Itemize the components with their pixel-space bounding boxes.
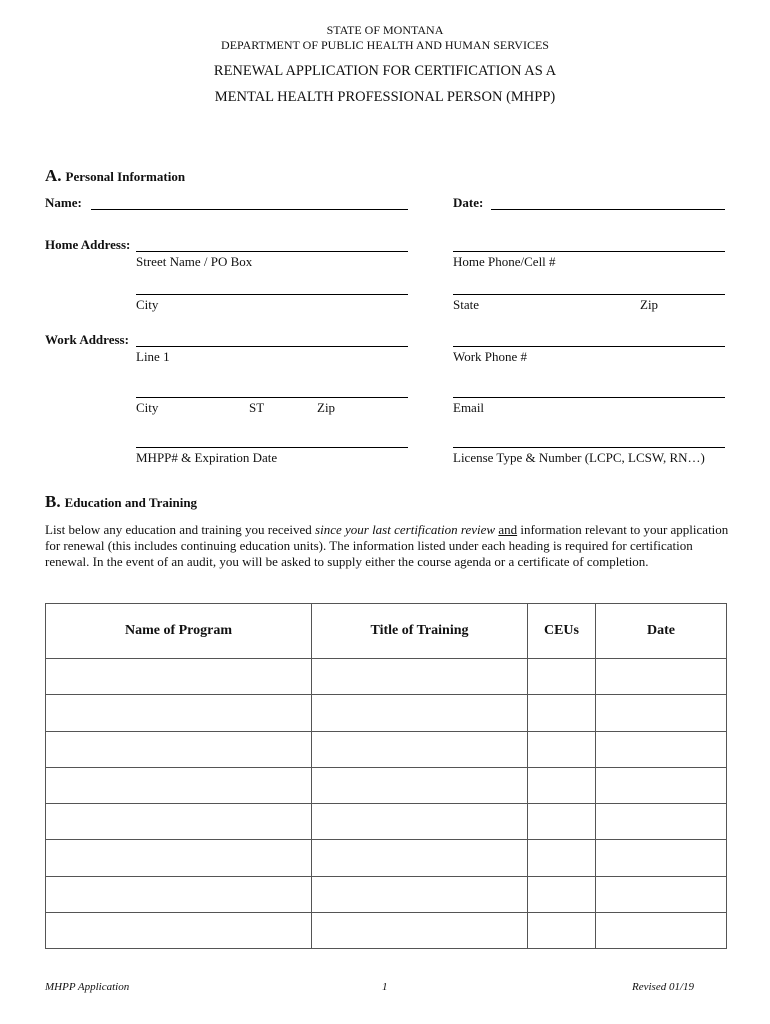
section-b-heading xyxy=(45,492,197,512)
section-a-title: Personal Information xyxy=(65,169,186,184)
work-city-caption: City xyxy=(136,400,159,415)
date-cell[interactable] xyxy=(596,767,727,803)
section-a-heading xyxy=(45,166,185,186)
training-cell[interactable] xyxy=(312,913,528,949)
table-row xyxy=(46,913,727,949)
license-field[interactable] xyxy=(453,447,725,448)
email-field[interactable] xyxy=(453,397,725,398)
program-cell[interactable] xyxy=(46,767,312,803)
date-cell[interactable] xyxy=(596,731,727,767)
home-phone-field[interactable] xyxy=(453,251,725,252)
date-field[interactable] xyxy=(491,209,725,210)
work-st-caption: ST xyxy=(249,400,265,415)
home-phone-caption: Home Phone/Cell # xyxy=(453,254,556,269)
table-row xyxy=(46,659,727,695)
home-state-zip-field[interactable] xyxy=(453,294,725,295)
section-b-title: Education and Training xyxy=(64,495,198,510)
zip-caption: Zip xyxy=(640,297,659,312)
ceus-cell[interactable] xyxy=(528,695,596,731)
header-state: STATE OF MONTANA xyxy=(326,23,444,37)
table-row xyxy=(46,695,727,731)
date-cell[interactable] xyxy=(596,804,727,840)
license-caption: License Type & Number (LCPC, LCSW, RN…) xyxy=(453,450,705,465)
table-row xyxy=(46,804,727,840)
city-caption: City xyxy=(136,297,159,312)
table-row xyxy=(46,767,727,803)
program-cell[interactable] xyxy=(46,913,312,949)
home-city-field[interactable] xyxy=(136,294,408,295)
program-cell[interactable] xyxy=(46,840,312,876)
col-name-of-program: Name of Program xyxy=(46,604,312,659)
training-cell[interactable] xyxy=(312,695,528,731)
ceus-cell[interactable] xyxy=(528,731,596,767)
date-cell[interactable] xyxy=(596,840,727,876)
form-title-line2: MENTAL HEALTH PROFESSIONAL PERSON (MHPP) xyxy=(214,89,556,105)
program-cell[interactable] xyxy=(46,876,312,912)
education-instructions xyxy=(45,522,735,571)
ceus-cell[interactable] xyxy=(528,767,596,803)
work-phone-caption: Work Phone # xyxy=(453,349,528,364)
table-row xyxy=(46,840,727,876)
work-zip-caption: Zip xyxy=(317,400,336,415)
training-cell[interactable] xyxy=(312,767,528,803)
col-date: Date xyxy=(596,604,727,659)
name-field[interactable] xyxy=(91,209,408,210)
training-cell[interactable] xyxy=(312,731,528,767)
work-address-label: Work Address: xyxy=(45,332,129,347)
intro-text-3: information relevant to your application for renewal (this includes continuing education units). The information listed under each heading is required for certification renewal. In the event of an audit, you will be asked to supply either the course agenda or a certificate of completion. xyxy=(45,522,729,570)
footer-form-name: MHPP Application xyxy=(45,981,130,993)
table-row xyxy=(46,876,727,912)
intro-italic-text: since your last certification review xyxy=(315,522,496,537)
line1-caption: Line 1 xyxy=(136,349,170,364)
table-row xyxy=(46,731,727,767)
date-cell[interactable] xyxy=(596,695,727,731)
program-cell[interactable] xyxy=(46,731,312,767)
mhpp-number-field[interactable] xyxy=(136,447,408,448)
ceus-cell[interactable] xyxy=(528,840,596,876)
ceus-cell[interactable] xyxy=(528,804,596,840)
intro-underline-text: and xyxy=(498,522,518,537)
section-b-letter: B. xyxy=(45,492,61,511)
date-label: Date: xyxy=(453,195,484,210)
work-phone-field[interactable] xyxy=(453,346,725,347)
program-cell[interactable] xyxy=(46,659,312,695)
name-label: Name: xyxy=(45,195,82,210)
col-ceus: CEUs xyxy=(528,604,596,659)
state-caption: State xyxy=(453,297,479,312)
date-cell[interactable] xyxy=(596,659,727,695)
form-title-line1: RENEWAL APPLICATION FOR CERTIFICATION AS A xyxy=(213,63,557,79)
section-a-letter: A. xyxy=(45,166,62,185)
training-cell[interactable] xyxy=(312,659,528,695)
home-address-label: Home Address: xyxy=(45,237,131,252)
col-title-of-training: Title of Training xyxy=(312,604,528,659)
training-cell[interactable] xyxy=(312,804,528,840)
intro-text-1: List below any education and training you received xyxy=(45,522,316,537)
date-cell[interactable] xyxy=(596,876,727,912)
ceus-cell[interactable] xyxy=(528,659,596,695)
footer-page-number: 1 xyxy=(382,981,388,993)
training-cell[interactable] xyxy=(312,876,528,912)
training-cell[interactable] xyxy=(312,840,528,876)
work-city-field[interactable] xyxy=(136,397,408,398)
header-department: DEPARTMENT OF PUBLIC HEALTH AND HUMAN SERVICES xyxy=(221,38,549,52)
education-table xyxy=(45,603,727,949)
ceus-cell[interactable] xyxy=(528,876,596,912)
mhpp-caption: MHPP# & Expiration Date xyxy=(136,450,278,465)
work-line1-field[interactable] xyxy=(136,346,408,347)
ceus-cell[interactable] xyxy=(528,913,596,949)
program-cell[interactable] xyxy=(46,804,312,840)
home-street-field[interactable] xyxy=(136,251,408,252)
date-cell[interactable] xyxy=(596,913,727,949)
program-cell[interactable] xyxy=(46,695,312,731)
street-caption: Street Name / PO Box xyxy=(136,254,253,269)
footer-revision: Revised 01/19 xyxy=(632,981,695,993)
table-header-row xyxy=(46,604,727,659)
email-caption: Email xyxy=(453,400,485,415)
